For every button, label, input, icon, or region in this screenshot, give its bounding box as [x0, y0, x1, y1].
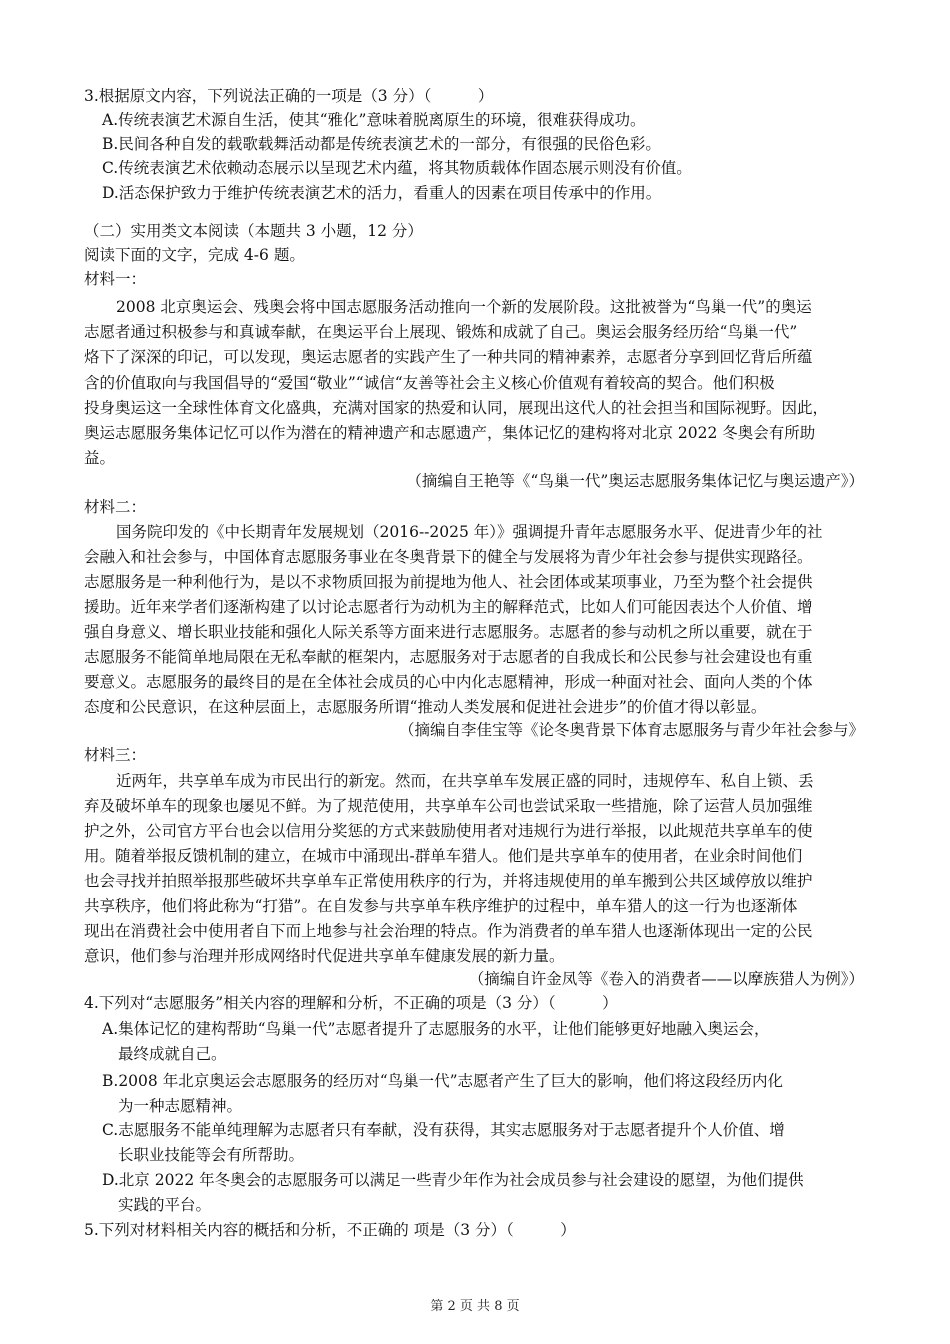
- q3-option-c: C.传统表演艺术依赖动态展示以呈现艺术内蕴，将其物质载体作固态展示则没有价值。: [102, 159, 692, 177]
- q4-option-a: A.集体记忆的建构帮助“鸟巢一代”志愿者提升了志愿服务的水平，让他们能够更好地融入奥运会，: [102, 1020, 770, 1038]
- material1-label: 材料一：: [84, 270, 147, 288]
- material1-line: 2008 北京奥运会、残奥会将中国志愿服务活动推向一个新的发展阶段。这批被誉为“鸟巢一代”的奥运: [116, 298, 812, 316]
- material1-line: 志愿者通过积极参与和真诚奉献，在奥运平台上展现、锻炼和成就了自己。奥运会服务经历给“鸟巢一代”: [84, 323, 798, 341]
- material3-line: 也会寻找并拍照举报那些破坏共享单车正常使用秩序的行为，并将违规使用的单车搬到公共区域停放以维护: [84, 872, 813, 890]
- material1-source: （摘编自王艳等《“鸟巢一代”奥运志愿服务集体记忆与奥运遗产》）: [406, 472, 864, 490]
- q4-stem: 4.下列对“志愿服务”相关内容的理解和分析，不正确的项是（3 分）（ ）: [84, 994, 618, 1012]
- q3-stem: 3.根据原文内容，下列说法正确的一项是（3 分）（ ）: [84, 87, 494, 105]
- material1-line: 含的价值取向与我国倡导的“爱国“敬业”“诚信“友善等社会主义核心价值观有着较高的契合。他们积极: [84, 374, 775, 392]
- material1-line: 烙下了深深的印记，可以发现，奥运志愿者的实践产生了一种共同的精神素养，志愿者分享到回忆背后所蕴: [84, 348, 813, 366]
- q4-option-d: D.北京 2022 年冬奥会的志愿服务可以满足一些青少年作为社会成员参与社会建设的愿望，为他们提供: [102, 1171, 804, 1189]
- q4-option-b: B.2008 年北京奥运会志愿服务的经历对“鸟巢一代”志愿者产生了巨大的影响，他们将这段经历内化: [102, 1072, 784, 1090]
- material1-line: 投身奥运这一全球性体育文化盛典，充满对国家的热爱和认同，展现出这代人的社会担当和国际视野。因此，: [84, 399, 829, 417]
- material2-line: 态度和公民意识，在这种层面上，志愿服务所谓“推动人类发展和促进社会进步”的价值才得以彰显。: [84, 698, 767, 716]
- material3-line: 近两年，共享单车成为市民出行的新宠。然而，在共享单车发展正盛的同时，违规停车、私自上锁、丢: [116, 772, 814, 790]
- q3-option-b: B.民间各种自发的载歌载舞活动都是传统表演艺术的一部分，有很强的民俗色彩。: [102, 135, 661, 153]
- material2-line: 国务院印发的《中长期青年发展规划（2016--2025 年）》强调提升青年志愿服务水平、促进青少年的社: [116, 523, 823, 541]
- material3-line: 弃及破坏单车的现象也屡见不鲜。为了规范使用，共享单车公司也尝试采取一些措施，除了运营人员加强维: [84, 797, 813, 815]
- q3-option-d: D.活态保护致力于维护传统表演艺术的活力，看重人的因素在项目传承中的作用。: [102, 184, 662, 202]
- material2-line: 要意义。志愿服务的最终目的是在全体社会成员的心中内化志愿精神，形成一种面对社会、面向人类的个体: [84, 673, 813, 691]
- material3-line: 用。随着举报反馈机制的建立，在城市中涌现出-群单车猎人。他们是共享单车的使用者，在业余时间他们: [84, 847, 803, 865]
- section2-title: （二）实用类文本阅读（本题共 3 小题，12 分）: [84, 222, 423, 240]
- material2-line: 志愿服务不能简单地局限在无私奉献的框架内，志愿服务对于志愿者的自我成长和公民参与社会建设也有重: [84, 648, 813, 666]
- page-number: 第 2 页 共 8 页: [430, 1299, 520, 1314]
- material3-line: 意识，他们参与治理并形成网络时代促进共享单车健康发展的新力量。: [84, 947, 565, 965]
- material3-source: （摘编自许金凤等《卷入的消费者——以摩族猎人为例》）: [468, 970, 864, 988]
- section2-instruction: 阅读下面的文字，完成 4-6 题。: [84, 246, 305, 264]
- q4-option-c-cont: 长职业技能等会有所帮助。: [118, 1146, 305, 1164]
- material3-line: 护之外，公司官方平台也会以信用分奖惩的方式来鼓励使用者对违规行为进行举报，以此规范共享单车的使: [84, 822, 813, 840]
- q4-option-d-cont: 实践的平台。: [118, 1196, 212, 1214]
- material2-line: 强自身意义、增长职业技能和强化人际关系等方面来进行志愿服务。志愿者的参与动机之所以重要，就在于: [84, 623, 813, 641]
- material3-line: 共享秩序，他们将此称为“打猎”。在自发参与共享单车秩序维护的过程中，单车猎人的这一行为也逐渐体: [84, 897, 798, 915]
- q4-option-a-cont: 最终成就自己。: [118, 1045, 227, 1063]
- material1-line: 益。: [84, 449, 116, 467]
- material2-label: 材料二：: [84, 498, 147, 516]
- material2-source: （摘编自李佳宝等《论冬奥背景下体育志愿服务与青少年社会参与》: [398, 721, 864, 739]
- material2-line: 志愿服务是一种利他行为，是以不求物质回报为前提地为他人、社会团体或某项事业，乃至为整个社会提供: [84, 573, 813, 591]
- q4-option-b-cont: 为一种志愿精神。: [118, 1097, 243, 1115]
- material2-line: 援助。近年来学者们逐渐构建了以讨论志愿者行为动机为主的解释范式，比如人们可能因表达个人价值、增: [84, 598, 813, 616]
- q5-stem: 5.下列对材料相关内容的概括和分析，不正确的 项是（3 分）（ ）: [84, 1221, 576, 1239]
- material2-line: 会融入和社会参与，中国体育志愿服务事业在冬奥背景下的健全与发展将为青少年社会参与提供实现路径。: [84, 548, 813, 566]
- q4-option-c: C.志愿服务不能单纯理解为志愿者只有奉献，没有获得，其实志愿服务对于志愿者提升个人价值、增: [102, 1121, 785, 1139]
- q3-option-a: A.传统表演艺术源自生活，使其“雅化”意味着脱离原生的环境，很难获得成功。: [102, 111, 646, 129]
- material3-line: 现出在消费社会中使用者自下而上地参与社会治理的特点。作为消费者的单车猎人也逐渐体现出一定的公民: [84, 922, 813, 940]
- material3-label: 材料三：: [84, 746, 147, 764]
- material1-line: 奥运志愿服务集体记忆可以作为潜在的精神遗产和志愿遗产，集体记忆的建构将对北京 2022 冬奥会有所助: [84, 424, 816, 442]
